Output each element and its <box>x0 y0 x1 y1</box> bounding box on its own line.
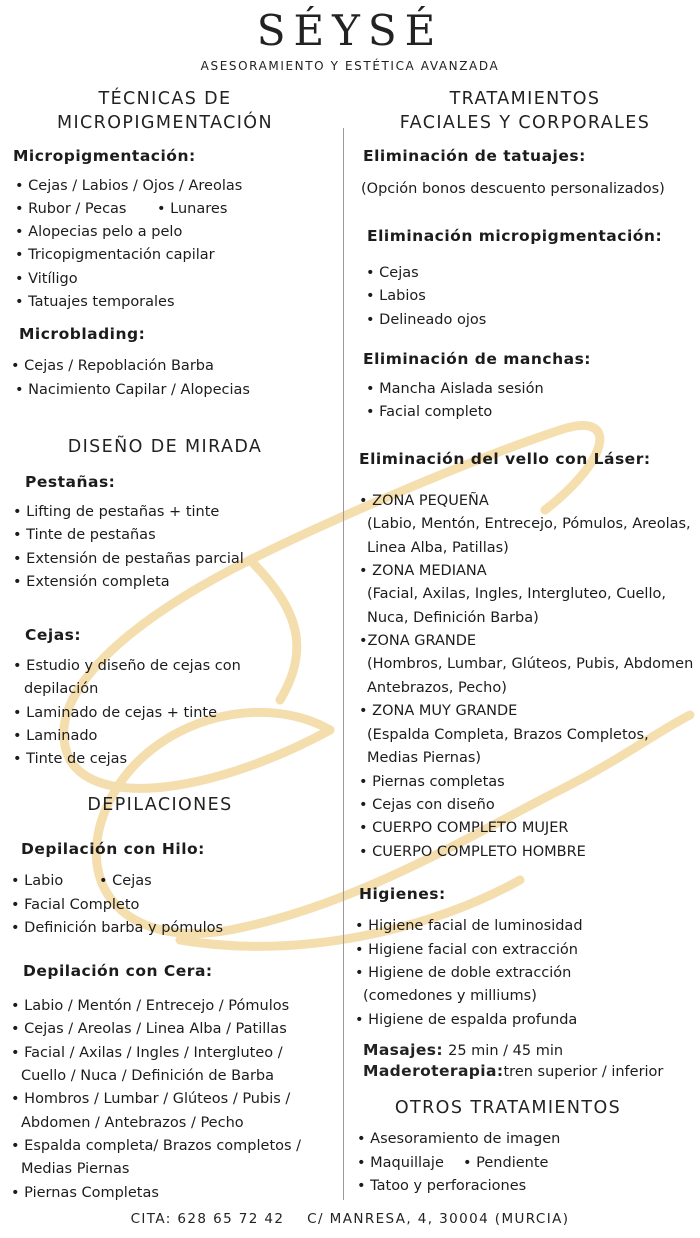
list-item: • Nacimiento Capilar / Alopecias <box>15 382 250 398</box>
column-divider <box>343 128 344 1200</box>
list-item: • Facial completo <box>366 404 493 420</box>
list-item: • Tatuajes temporales <box>15 294 175 310</box>
list-item: • CUERPO COMPLETO MUJER <box>359 820 569 836</box>
heading-tatuajes: Eliminación de tatuajes: <box>363 147 586 165</box>
list-item: • Facial Completo <box>11 897 140 913</box>
list-item: • Higiene de espalda profunda <box>355 1012 578 1028</box>
list-item: • Delineado ojos <box>366 312 487 328</box>
list-item: • Higiene facial con extracción <box>355 942 578 958</box>
heading-manchas: Eliminación de manchas: <box>363 350 592 368</box>
maderoterapia-value: tren superior / inferior <box>503 1064 664 1080</box>
list-item: • Laminado de cejas + tinte <box>13 705 218 721</box>
heading-laser: Eliminación del vello con Láser: <box>359 450 651 468</box>
list-item: • Cejas / Labios / Ojos / Areolas <box>15 178 243 194</box>
list-item: • Rubor / Pecas <box>15 201 127 217</box>
brand-tagline: ASESORAMIENTO Y ESTÉTICA AVANZADA <box>200 59 500 73</box>
heading-cera: Depilación con Cera: <box>23 962 213 980</box>
masajes-line <box>363 1040 563 1059</box>
list-item: Cuello / Nuca / Definición de Barba <box>21 1068 274 1084</box>
heading-eliminacion-micro: Eliminación micropigmentación: <box>367 227 663 245</box>
list-item: • Espalda completa/ Brazos completos / <box>11 1138 302 1154</box>
maderoterapia-line <box>363 1061 663 1080</box>
list-item: • Cejas / Areolas / Linea Alba / Patillas <box>11 1021 287 1037</box>
section-title-tratamientos-line2: FACIALES Y CORPORALES <box>399 113 651 133</box>
list-item: • Asesoramiento de imagen <box>357 1131 561 1147</box>
list-item: Linea Alba, Patillas) <box>367 540 509 556</box>
list-item: Medias Piernas <box>21 1161 130 1177</box>
section-title-depilaciones: DEPILACIONES <box>87 795 233 815</box>
list-item: • Lifting de pestañas + tinte <box>13 504 220 520</box>
section-title-tecnicas-line1: TÉCNICAS DE <box>98 89 232 109</box>
list-item: • Extensión de pestañas parcial <box>13 551 244 567</box>
heading-pestanas: Pestañas: <box>25 473 116 491</box>
section-title-tecnicas-line2: MICROPIGMENTACIÓN <box>57 113 273 133</box>
list-item: • Laminado <box>13 728 98 744</box>
list-item: • Labios <box>366 288 426 304</box>
list-item: • Extensión completa <box>13 574 170 590</box>
list-item: • ZONA MEDIANA <box>359 563 487 579</box>
list-item: (Espalda Completa, Brazos Completos, <box>367 727 649 743</box>
list-item: • Hombros / Lumbar / Glúteos / Pubis / <box>11 1091 291 1107</box>
section-title-mirada: DISEÑO DE MIRADA <box>67 437 263 457</box>
list-item: • Labio / Mentón / Entrecejo / Pómulos <box>11 998 290 1014</box>
list-item: • ZONA PEQUEÑA <box>359 493 489 509</box>
list-item: • Cejas <box>366 265 419 281</box>
list-item: • Tinte de cejas <box>13 751 128 767</box>
list-item: (Labio, Mentón, Entrecejo, Pómulos, Areolas, <box>367 516 691 532</box>
heading-micropigmentacion: Micropigmentación: <box>13 147 196 165</box>
masajes-value: 25 min / 45 min <box>448 1043 564 1059</box>
heading-higienes: Higienes: <box>359 885 446 903</box>
heading-microblading: Microblading: <box>19 325 146 343</box>
list-item: • Alopecias pelo a pelo <box>15 224 183 240</box>
section-title-tratamientos-line1: TRATAMIENTOS <box>449 89 601 109</box>
list-item: (Hombros, Lumbar, Glúteos, Pubis, Abdomen <box>367 656 694 672</box>
heading-hilo: Depilación con Hilo: <box>21 840 205 858</box>
list-item: • Mancha Aislada sesión <box>366 381 544 397</box>
list-item: • Tricopigmentación capilar <box>15 247 215 263</box>
heading-cejas: Cejas: <box>25 626 82 644</box>
list-item: • Tatoo y perforaciones <box>357 1178 527 1194</box>
list-item: depilación <box>24 681 99 697</box>
list-item: • Pendiente <box>463 1155 549 1171</box>
list-item: • Tinte de pestañas <box>13 527 156 543</box>
brand-logo: SÉYSÉ <box>256 6 444 55</box>
list-item: • Higiene de doble extracción <box>355 965 572 981</box>
list-item: • Facial / Axilas / Ingles / Intergluteo / <box>11 1045 283 1061</box>
section-title-otros: OTROS TRATAMIENTOS <box>394 1098 622 1118</box>
list-item: • Piernas completas <box>359 774 505 790</box>
list-item: • Piernas Completas <box>11 1185 159 1201</box>
list-item: Nuca, Definición Barba) <box>367 610 539 626</box>
list-item: Abdomen / Antebrazos / Pecho <box>21 1115 244 1131</box>
list-item: •ZONA GRANDE <box>359 633 477 649</box>
list-item: (comedones y milliums) <box>363 988 537 1004</box>
list-item: • CUERPO COMPLETO HOMBRE <box>359 844 586 860</box>
list-item: Medias Piernas) <box>367 750 482 766</box>
list-item: • Cejas con diseño <box>359 797 495 813</box>
masajes-label: Masajes: <box>363 1041 444 1059</box>
list-item: • ZONA MUY GRANDE <box>359 703 518 719</box>
list-item: • Cejas / Repoblación Barba <box>11 358 214 374</box>
maderoterapia-label: Maderoterapia: <box>363 1062 504 1080</box>
list-item: • Definición barba y pómulos <box>11 920 224 936</box>
list-item: • Cejas <box>99 873 152 889</box>
footer-contact: CITA: 628 65 72 42 C/ MANRESA, 4, 30004 (MURCIA) <box>130 1211 570 1227</box>
list-item: • Vitíligo <box>15 271 78 287</box>
list-item: • Estudio y diseño de cejas con <box>13 658 241 674</box>
list-item: • Maquillaje <box>357 1155 444 1171</box>
list-item: • Lunares <box>157 201 228 217</box>
list-item: (Facial, Axilas, Ingles, Intergluteo, Cuello, <box>367 586 666 602</box>
list-item: • Labio <box>11 873 64 889</box>
note-bonos: (Opción bonos descuento personalizados) <box>361 181 665 197</box>
list-item: • Higiene facial de luminosidad <box>355 918 583 934</box>
list-item: Antebrazos, Pecho) <box>367 680 507 696</box>
